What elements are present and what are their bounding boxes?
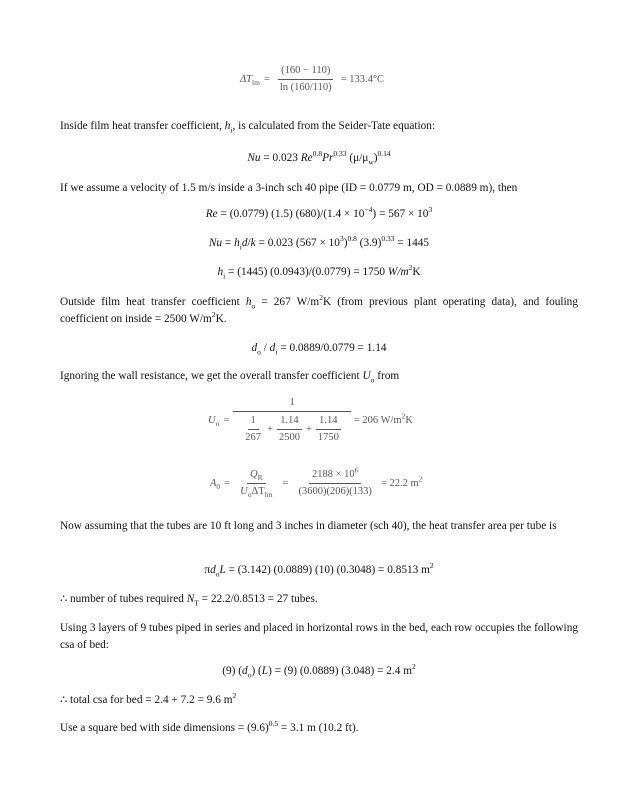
paragraph-outside-film: Outside film heat transfer coefficient $h_o = 267$ $W/m^2K$ (from previous plant operating data), and fouling coefficient on inside = 2500 $W/m^2K$.	[60, 293, 578, 325]
equation-tube-area: $\pi d_oL = (3.142)$ (0.0889) (10) (0.3048) = 0.8513 $m^2$	[204, 561, 434, 579]
equation-diameter-ratio: $d_o / d_i = 0.0889/0.0779 = 1.14$	[251, 342, 387, 357]
lmtd-fraction: $\frac{(160 - 110)}{\ln (160/110)}$	[279, 65, 332, 93]
paragraph-square-bed: Use a square bed with side dimensions = $(9.6)^{0.5} = 3.1$ m (10.2 ft).	[60, 719, 359, 734]
lmtd-lhs: $\Delta T_{lm}$	[240, 74, 260, 88]
equation-ao: $A_0$ = $\frac{Q_R}{U_o\Delta T_{lm}}$ = $\frac{2188 \times 10^6}{(3600)(206)(133)}$ = 22.2 $m^2$	[210, 465, 423, 500]
uo-fraction-2: $\frac{1.14}{2500}$	[278, 415, 300, 443]
equation-uo: $U_o$ = 1 $\frac{1}{267}$ + $\frac{1.14}{2500}$ + $\frac{1.14}{1750}$ = 206 $W/m^2K$	[208, 397, 413, 443]
paragraph-inside-film: Inside film heat transfer coefficient, $h_i$, is calculated from the Seider-Tate equation:	[60, 120, 436, 135]
paragraph-velocity: If we assume a velocity of 1.5 m/s inside a 3-inch sch 40 pipe (ID = 0.0779 m, OD = 0.0889 m), then	[60, 182, 518, 194]
ao-fraction-1: $\frac{Q_R}{U_o\Delta T_{lm}}$	[240, 469, 273, 500]
uo-main-fraction: 1 $\frac{1}{267}$ + $\frac{1.14}{2500}$ + $\frac{1.14}{1750}$	[236, 396, 348, 445]
uo-lhs: $U_o$	[208, 415, 220, 429]
paragraph-tube-area: Now assuming that the tubes are 10 ft long and 3 inches in diameter (sch 40), the heat transfer area per tube is	[60, 520, 557, 532]
paragraph-overall-coefficient: Ignoring the wall resistance, we get the overall transfer coefficient $U_o$ from	[60, 370, 400, 385]
ao-lhs: $A_0$	[210, 478, 221, 492]
equation-reynolds: Re = (0.0779) (1.5) $(680)/(1.4 \times 10^{-4}) = 567 \times 10^3$	[205, 205, 433, 220]
paragraph-total-csa: ∴ total csa for bed = 2.4 + 7.2 = 9.6 $m^2$	[60, 691, 237, 706]
paragraph-number-of-tubes: ∴ number of tubes required $N_T = 22.2/0.8513 = 27$ tubes.	[60, 593, 318, 608]
equation-lmtd: $\Delta T_{lm}$ = $\frac{(160 - 110)}{\ln (160/110)}$ = 133.4°C	[240, 65, 385, 93]
equation-row-csa: (9) $(d_o) (L) = (9)$ (0.0889) (3.048) = 2.4 $m^2$	[222, 662, 416, 680]
uo-fraction-3: $\frac{1.14}{1750}$	[317, 415, 339, 443]
equation-nusselt: $Nu = h_id/k = 0.023$ $(567 \times 10^3)^{0.8}$ $(3.9)^{0.33} = 1445$	[208, 234, 430, 252]
ao-fraction-2: $\frac{2188 \times 10^6}{(3600)(206)(133)}$	[298, 465, 372, 497]
equation-hi: $h_i = (1445) (0.0943)/(0.0779) = 1750$ $W/m^2K$	[217, 263, 421, 281]
uo-fraction-1: $\frac{1}{267}$	[245, 415, 262, 443]
equation-seider-tate: Nu = 0.023 $Re^{0.8}Pr^{0.33}$ $(\mu/\mu_w)^{0.14}$	[247, 149, 391, 167]
paragraph-tube-layers: Using 3 layers of 9 tubes piped in series and placed in horizontal rows in the bed, each row occupies the following csa of bed:	[60, 622, 578, 651]
